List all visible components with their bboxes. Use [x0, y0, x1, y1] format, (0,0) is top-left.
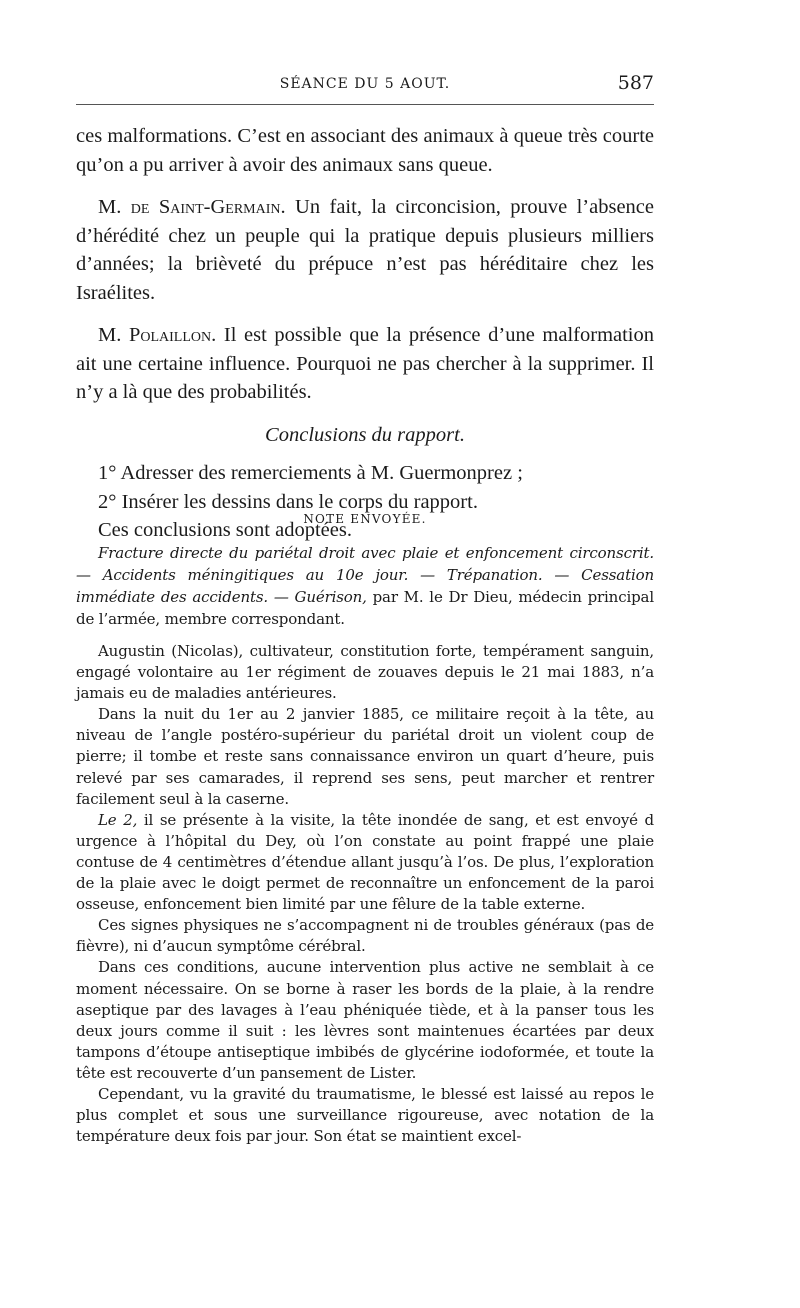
paragraph-cependant: Cependant, vu la gravité du traumatisme, le blessé est laissé au repos le plus complet et sous une surveillance rigoureuse, avec notation de la température deux fois par jour. Son état se maintient excel- — [76, 1084, 654, 1146]
note-title — [76, 542, 654, 630]
paragraph-saint-germain — [76, 193, 654, 307]
date-lead: Le 2, — [98, 810, 138, 829]
speaker-polaillon: M. Polaillon. — [98, 324, 217, 346]
note-heading: NOTE ENVOYÉE. — [303, 512, 427, 526]
paragraph-nuit: Dans la nuit du 1er au 2 janvier 1885, ce militaire reçoit à la tête, au niveau de l’angle postéro-supérieur du pariétal droit un violent coup de pierre; il tombe et reste sans connaissance environ un quart d’heure, puis relevé par ses camarades, il reprend ses sens, peut marcher et rentrer facilement seul à la caserne. — [76, 705, 654, 808]
speaker-saint-germain: M. de Saint-Germain. — [98, 196, 286, 218]
paragraph-malformations: ces malformations. C’est en associant des animaux à queue très courte qu’on a pu arriver à avoir des animaux sans queue. — [76, 125, 654, 176]
le-2-text: il se présente à la visite, la tête inondée de sang, et est envoyé d urgence à l’hôpital du Dey, où l’on constate au point frappé une plaie contuse de 4 centimètres d’étendue allant jusqu’à l’os. De plus, l’exploration de la plaie avec le doigt permet de reconnaître un enfoncement de la paroi osseuse, enfoncement bien limité par une fêlure de la table externe. — [76, 810, 655, 914]
paragraph-polaillon — [76, 321, 654, 407]
saint-germain-text: Un fait, la circoncision, prouve l’absence d’hérédité chez un peuple qui la pratique depuis plusieurs milliers d’années; la brièveté du prépuce n’est pas héréditaire chez les Israélites. — [76, 196, 654, 304]
page-number: 587 — [617, 72, 654, 94]
polaillon-text: Il est possible que la présence d’une malformation ait une certaine influence. Pourquoi ne pas chercher à la supprimer. Il n’y a là que des probabilités. — [76, 324, 655, 403]
conclusion-item-1: 1° Adresser des remerciements à M. Guermonprez ; — [98, 462, 523, 484]
header-rule — [76, 104, 654, 105]
note-text-block — [76, 542, 654, 1147]
page-header — [76, 72, 654, 102]
conclusions-heading: Conclusions du rapport. — [265, 423, 465, 446]
conclusions-adopted: Ces conclusions sont adoptées. — [98, 519, 352, 541]
paragraph-conditions: Dans ces conditions, aucune intervention plus active ne semblait à ce moment nécessaire. On se borne à raser les bords de la plaie, à la rendre aseptique par des lavages à l’eau phéniquée tiède, et à la panser tous les deux jours comme il suit : les lèvres sont maintenues écartées par deux tampons d’étoupe antiseptique imbibés de glycérine iodoformée, et toute la tête est recouverte d’un pansement de Lister. — [76, 958, 654, 1082]
conclusion-item-2: 2° Insérer les dessins dans le corps du rapport. — [98, 490, 478, 513]
paragraph-signes: Ces signes physiques ne s’accompagnent ni de troubles généraux (pas de fièvre), ni d’aucun symptôme cérébral. — [76, 916, 654, 956]
upper-text-block — [76, 122, 654, 545]
note-author: par M. le Dr Dieu, médecin principal de l’armée, membre correspondant. — [76, 588, 654, 628]
note-title-italic: Fracture directe du pariétal droit avec plaie et enfoncement circonscrit. — Accidents méningitiques au 10e jour. — Trépanation. — Cessation immédiate des accidents. — Guérison, — [76, 544, 654, 606]
paragraph-augustin: Augustin (Nicolas), cultivateur, constitution forte, tempérament sanguin, engagé volontaire au 1er régiment de zouaves depuis le 21 mai 1883, n’a jamais eu de maladies antérieures. — [76, 642, 654, 703]
paragraph-le-2 — [76, 810, 654, 915]
running-title: SÉANCE DU 5 AOUT. — [279, 76, 451, 92]
